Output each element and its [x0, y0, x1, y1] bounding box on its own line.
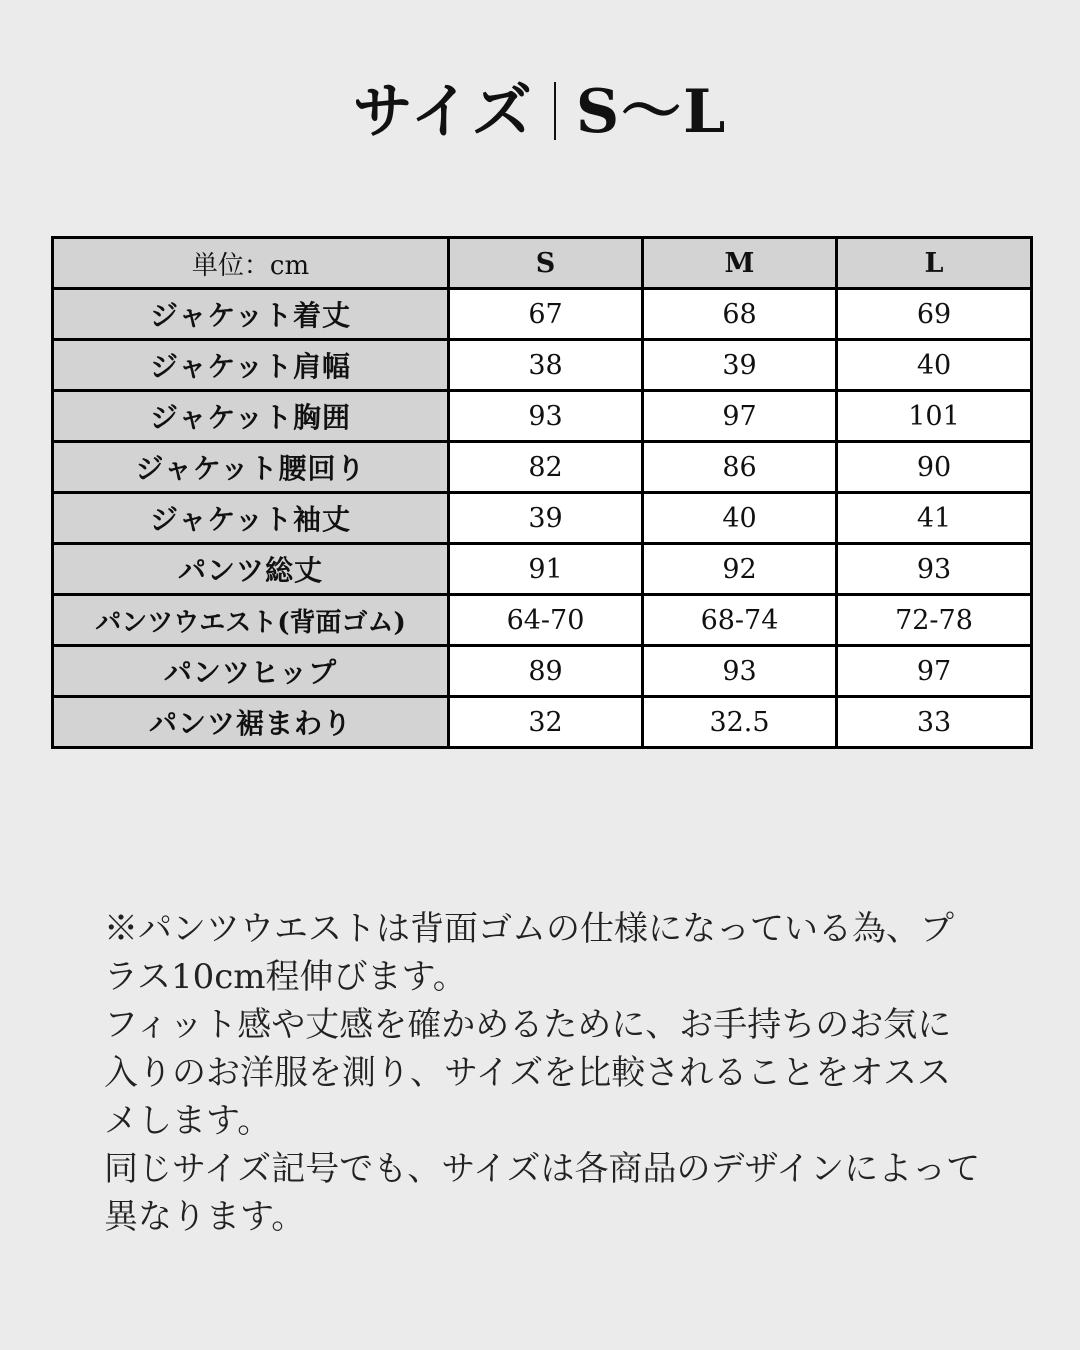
note-size-variation: 同じサイズ記号でも、サイズは各商品のデザインによって異なります。 — [104, 1149, 981, 1237]
cell-value: 86 — [643, 442, 837, 493]
cell-value: 93 — [449, 391, 643, 442]
size-chart-table — [51, 236, 1033, 749]
cell-value: 32 — [449, 697, 643, 748]
table-row — [53, 493, 1032, 544]
row-label: ジャケット着丈 — [53, 289, 449, 340]
cell-value: 91 — [449, 544, 643, 595]
cell-value: 69 — [837, 289, 1032, 340]
row-label: ジャケット胸囲 — [53, 391, 449, 442]
cell-value: 97 — [837, 646, 1032, 697]
cell-value: 89 — [449, 646, 643, 697]
row-label: ジャケット袖丈 — [53, 493, 449, 544]
cell-value: 67 — [449, 289, 643, 340]
row-label: パンツ総丈 — [53, 544, 449, 595]
title-size-range: S〜L — [575, 77, 728, 147]
row-label: ジャケット肩幅 — [53, 340, 449, 391]
note-waist-elastic: ※パンツウエストは背面ゴムの仕様になっている為、プラス10cm程伸びます。 — [104, 909, 954, 997]
table-row — [53, 646, 1032, 697]
size-notes — [104, 905, 984, 1241]
table-row — [53, 544, 1032, 595]
cell-value: 97 — [643, 391, 837, 442]
row-label: パンツ裾まわり — [53, 697, 449, 748]
table-row — [53, 289, 1032, 340]
title-main: サイズ — [352, 77, 534, 147]
table-row — [53, 340, 1032, 391]
cell-value: 40 — [643, 493, 837, 544]
cell-value: 101 — [837, 391, 1032, 442]
cell-value: 68 — [643, 289, 837, 340]
page-title — [0, 72, 1080, 152]
cell-value: 64-70 — [449, 595, 643, 646]
cell-value: 41 — [837, 493, 1032, 544]
cell-value: 82 — [449, 442, 643, 493]
cell-value: 92 — [643, 544, 837, 595]
size-header-s: S — [449, 238, 643, 289]
cell-value: 93 — [837, 544, 1032, 595]
table-row — [53, 697, 1032, 748]
cell-value: 39 — [643, 340, 837, 391]
cell-value: 39 — [449, 493, 643, 544]
row-label: ジャケット腰回り — [53, 442, 449, 493]
unit-label: 単位：cm — [53, 238, 449, 289]
size-header-m: M — [643, 238, 837, 289]
title-divider — [554, 82, 556, 140]
row-label: パンツウエスト(背面ゴム) — [53, 595, 449, 646]
cell-value: 90 — [837, 442, 1032, 493]
cell-value: 38 — [449, 340, 643, 391]
cell-value: 72-78 — [837, 595, 1032, 646]
cell-value: 93 — [643, 646, 837, 697]
table-row — [53, 595, 1032, 646]
cell-value: 33 — [837, 697, 1032, 748]
size-header-row — [53, 238, 1032, 289]
table-row — [53, 442, 1032, 493]
row-label: パンツヒップ — [53, 646, 449, 697]
cell-value: 32.5 — [643, 697, 837, 748]
size-header-l: L — [837, 238, 1032, 289]
table-row — [53, 391, 1032, 442]
cell-value: 40 — [837, 340, 1032, 391]
note-measure-advice: フィット感や丈感を確かめるために、お手持ちのお気に入りのお洋服を測り、サイズを比較されることをオススメします。 — [104, 1005, 952, 1141]
cell-value: 68-74 — [643, 595, 837, 646]
